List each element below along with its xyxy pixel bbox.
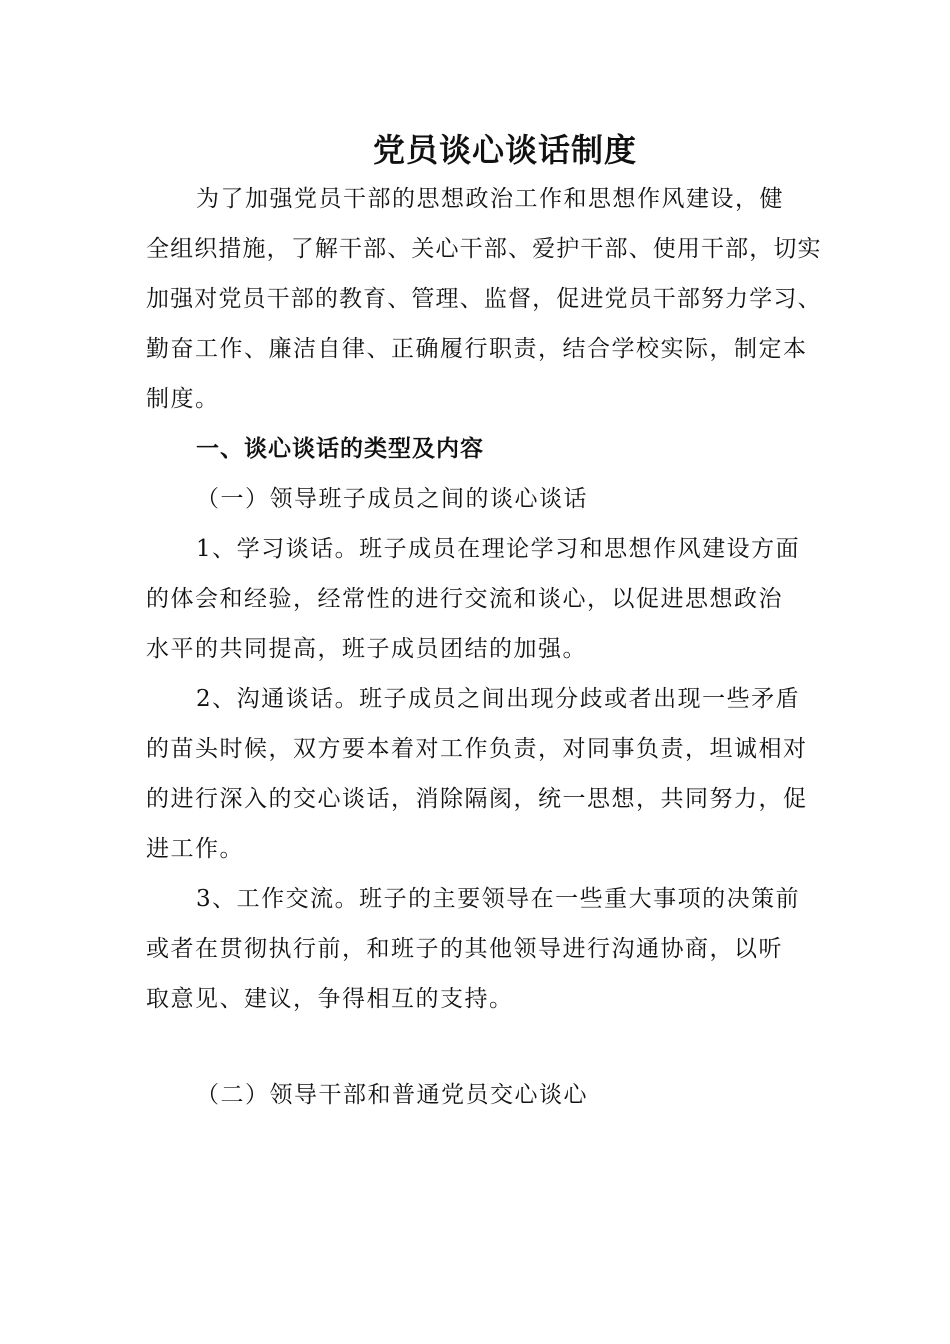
subsection-heading-2: （二）领导干部和普通党员交心谈心 [196, 1082, 588, 1108]
item2-line-2: 的苗头时候，双方要本着对工作负责，对同事负责，坦诚相对 [146, 736, 808, 762]
document-title: 党员谈心谈话制度 [372, 131, 637, 169]
item3-line-3: 取意见、建议，争得相互的支持。 [146, 986, 514, 1012]
item3-line-1: 3、工作交流。班子的主要领导在一些重大事项的决策前 [196, 886, 801, 912]
intro-line-5: 制度。 [146, 386, 220, 412]
intro-line-4: 勤奋工作、廉洁自律、正确履行职责，结合学校实际，制定本 [146, 336, 808, 362]
intro-line-1: 为了加强党员干部的思想政治工作和思想作风建设，健 [196, 186, 784, 212]
item1-line-3: 水平的共同提高，班子成员团结的加强。 [146, 636, 587, 662]
item2-line-1: 2、沟通谈话。班子成员之间出现分歧或者出现一些矛盾 [196, 686, 801, 712]
item1-line-1: 1、学习谈话。班子成员在理论学习和思想作风建设方面 [196, 536, 801, 562]
intro-line-2: 全组织措施，了解干部、关心干部、爱护干部、使用干部，切实 [146, 236, 822, 262]
section-heading-1: 一、谈心谈话的类型及内容 [196, 436, 484, 462]
intro-line-3: 加强对党员干部的教育、管理、监督，促进党员干部努力学习、 [146, 286, 822, 312]
item3-line-2: 或者在贯彻执行前，和班子的其他领导进行沟通协商，以听 [146, 936, 783, 962]
subsection-heading-1: （一）领导班子成员之间的谈心谈话 [196, 486, 588, 512]
item2-line-3: 的进行深入的交心谈话，消除隔阂，统一思想，共同努力，促 [146, 786, 808, 812]
item2-line-4: 进工作。 [146, 836, 244, 862]
item1-line-2: 的体会和经验，经常性的进行交流和谈心，以促进思想政治 [146, 586, 783, 612]
